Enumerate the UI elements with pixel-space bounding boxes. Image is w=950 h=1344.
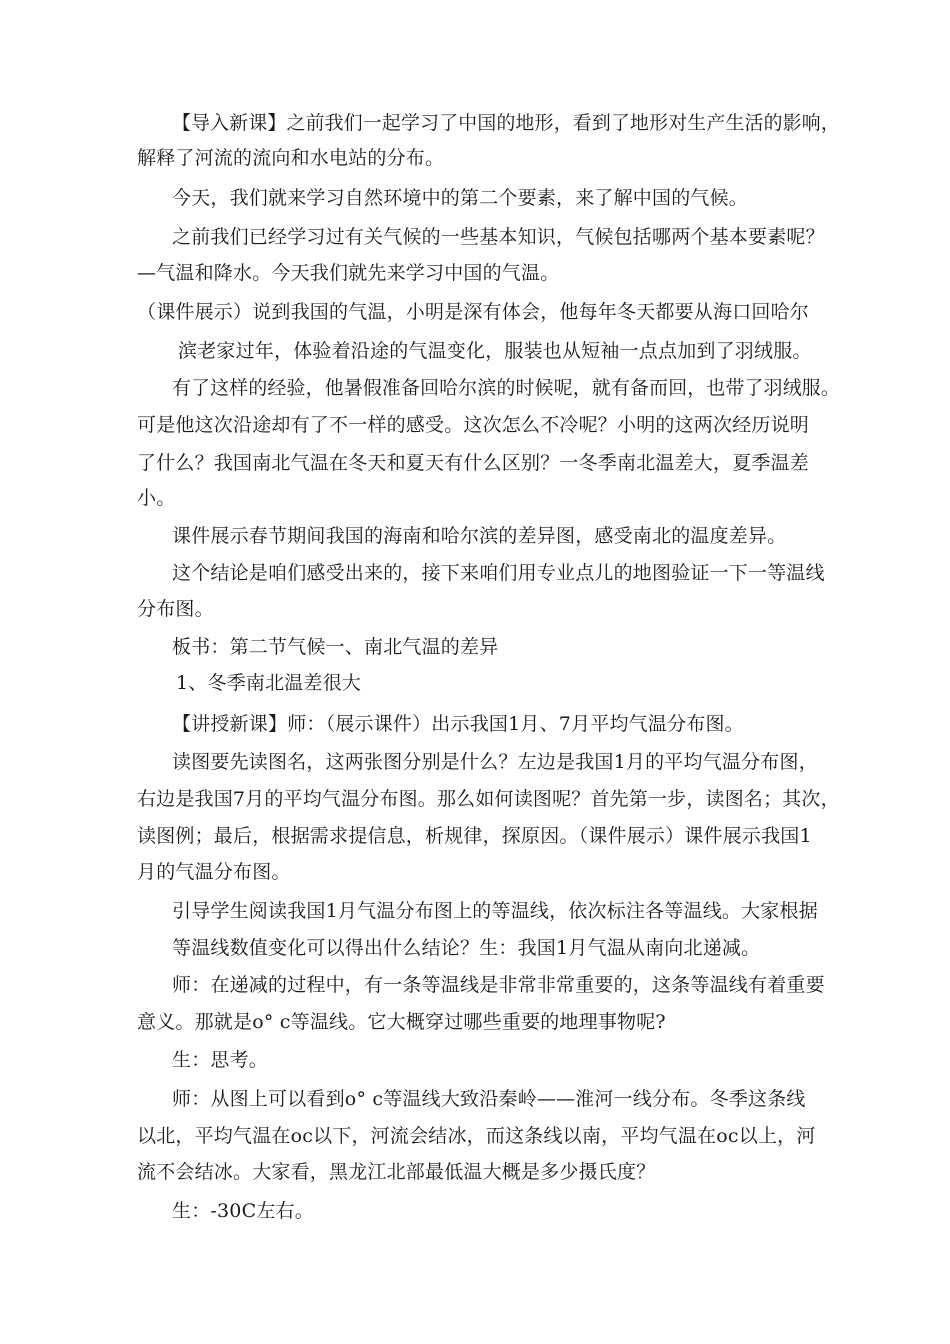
text-line-29: 流不会结冰。大家看，黑龙江北部最低温大概是多少摄氏度？ xyxy=(137,1161,656,1183)
text-line-7: 滨老家过年，体验着沿途的气温变化，服装也从短袖一点点加到了羽绒服。 xyxy=(178,340,812,362)
text-line-24: 师：在递减的过程中，有一条等温线是非常非常重要的，这条等温线有着重要 xyxy=(172,974,825,996)
text-line-25: 意义。那就是o° c等温线。它大概穿过哪些重要的地理事物呢? xyxy=(137,1011,666,1033)
text-line-4: 之前我们已经学习过有关气候的一些基本知识，气候包括哪两个基本要素呢？ xyxy=(172,226,825,248)
text-line-12: 课件展示春节期间我国的海南和哈尔滨的差异图，感受南北的温度差异。 xyxy=(172,525,787,547)
text-line-10: 了什么？我国南北气温在冬天和夏天有什么区别？一冬季南北温差大，夏季温差 xyxy=(137,452,810,474)
text-line-16: 1、冬季南北温差很大 xyxy=(176,672,362,694)
text-line-2: 解释了河流的流向和水电站的分布。 xyxy=(137,147,445,169)
text-line-15: 板书：第二节气候一、南北气温的差异 xyxy=(172,636,499,658)
text-line-23: 等温线数值变化可以得出什么结论？生：我国1月气温从南向北递减。 xyxy=(172,937,761,959)
text-line-27: 师：从图上可以看到o° c等温线大致沿秦岭——淮河一线分布。冬季这条线 xyxy=(172,1088,806,1110)
text-line-3: 今天，我们就来学习自然环境中的第二个要素，来了解中国的气候。 xyxy=(172,187,749,209)
text-line-21: 月的气温分布图。 xyxy=(137,861,291,883)
text-line-11: 小。 xyxy=(137,487,176,509)
text-line-14: 分布图。 xyxy=(137,598,214,620)
text-line-19: 右边是我国7月的平均气温分布图。那么如何读图呢？首先第一步，读图名；其次， xyxy=(137,788,840,810)
text-line-18: 读图要先读图名，这两张图分别是什么？左边是我国1月的平均气温分布图， xyxy=(172,751,818,773)
text-line-28: 以北，平均气温在oc以下，河流会结冰，而这条线以南，平均气温在oc以上，河 xyxy=(137,1125,816,1147)
text-line-13: 这个结论是咱们感受出来的，接下来咱们用专业点儿的地图验证一下一等温线 xyxy=(172,562,825,584)
text-line-1: 【导入新课】之前我们一起学习了中国的地形，看到了地形对生产生活的影响， xyxy=(172,112,840,134)
text-line-17: 【讲授新课】师：（展示课件）出示我国1月、7月平均气温分布图。 xyxy=(172,713,744,735)
text-line-22: 引导学生阅读我国1月气温分布图上的等温线，依次标注各等温线。大家根据 xyxy=(172,900,818,922)
text-line-8: 有了这样的经验，他暑假准备回哈尔滨的时候呢，就有备而回，也带了羽绒服。 xyxy=(172,377,840,399)
text-line-6: （课件展示）说到我国的气温，小明是深有体会，他每年冬天都要从海口回哈尔 xyxy=(137,301,810,323)
text-line-9: 可是他这次沿途却有了不一样的感受。这次怎么不冷呢？小明的这两次经历说明 xyxy=(137,414,810,436)
text-line-26: 生：思考。 xyxy=(172,1049,269,1071)
text-line-30: 生：-30C左右。 xyxy=(172,1200,314,1222)
text-line-20: 读图例；最后，根据需求提信息，析规律，探原因。（课件展示）课件展示我国1 xyxy=(137,825,812,847)
text-line-5: —气温和降水。今天我们就先来学习中国的气温。 xyxy=(137,262,560,284)
